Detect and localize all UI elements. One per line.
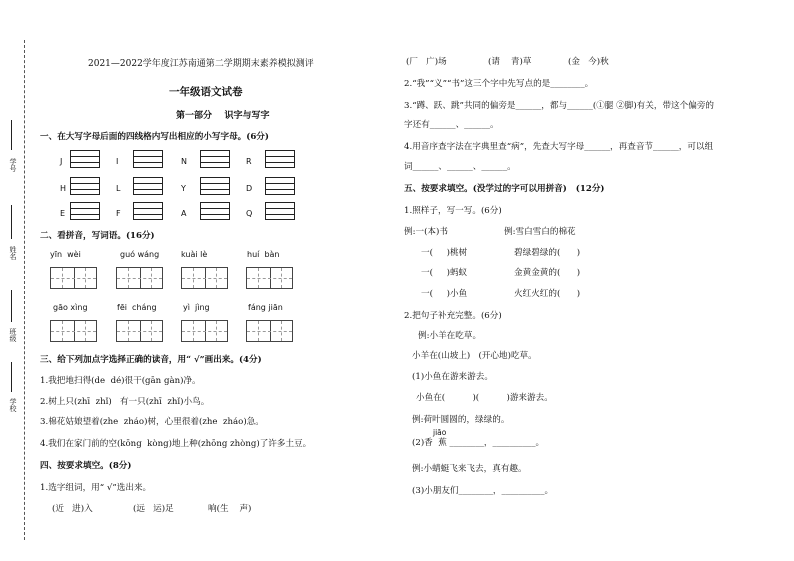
side-label-student-id: 学号 bbox=[9, 158, 17, 172]
example: 例:小蜻蜓飞来飞去，真有趣。 bbox=[412, 464, 527, 474]
sentence-fill[interactable]: (3)小朋友们________，__________。 bbox=[412, 486, 554, 496]
side-field-line bbox=[11, 362, 12, 392]
q3-line: 2.树上只(zhī zhǐ) 有一只(zhī zhǐ)小鸟。 bbox=[40, 397, 210, 407]
letter: Y bbox=[181, 184, 186, 193]
example: 例:小羊在吃草。 bbox=[418, 331, 482, 341]
side-field-line bbox=[11, 120, 12, 150]
writing-grid[interactable] bbox=[200, 150, 230, 168]
side-field-line bbox=[11, 290, 12, 322]
writing-grid[interactable] bbox=[70, 202, 100, 220]
letter: H bbox=[60, 184, 67, 193]
q3-title: 三、给下列加点字选择正确的读音，用“ √”画出来。(4分) bbox=[40, 355, 262, 365]
writing-grid[interactable] bbox=[133, 150, 163, 168]
writing-grid[interactable] bbox=[70, 177, 100, 195]
letter: E bbox=[60, 209, 66, 218]
character-grid[interactable] bbox=[50, 267, 97, 289]
writing-grid[interactable] bbox=[70, 150, 100, 168]
writing-grid[interactable] bbox=[265, 177, 295, 195]
pinyin: yì jìng bbox=[183, 303, 210, 312]
character-grid[interactable] bbox=[246, 320, 293, 342]
part-title: 第一部分 识字与写字 bbox=[176, 111, 270, 121]
q5-sub1: 1.照样子，写一写。(6分) bbox=[404, 206, 502, 216]
fill-row[interactable]: 碧绿碧绿的( ) bbox=[514, 248, 581, 258]
q2-title: 二、看拼音，写词语。(16分) bbox=[40, 231, 155, 241]
pinyin: fēi cháng bbox=[117, 303, 157, 312]
writing-grid[interactable] bbox=[133, 177, 163, 195]
character-grid[interactable] bbox=[116, 267, 163, 289]
character-grid[interactable] bbox=[181, 267, 228, 289]
q3-line: 3.棉花姑娘望着(zhe zháo)树，心里很着(zhe zháo)急。 bbox=[40, 417, 264, 427]
letter: Q bbox=[246, 209, 253, 218]
letter: R bbox=[246, 157, 252, 166]
letter: F bbox=[116, 209, 121, 218]
q4-item-4: 4.用音序查字法在字典里查“病”，先查大写字母______，再查音节______，可以组 bbox=[404, 142, 714, 152]
q4-item-2: 2.“我”“义”“书”这三个字中先写点的是________。 bbox=[404, 79, 594, 89]
writing-grid[interactable] bbox=[200, 177, 230, 195]
q4-item-3-cont: 字还有______、______。 bbox=[404, 120, 499, 130]
choice-item: (近 进)入 bbox=[52, 504, 93, 514]
character-grid[interactable] bbox=[246, 267, 293, 289]
example: 例:荷叶圆圆的，绿绿的。 bbox=[412, 415, 510, 425]
character-grid[interactable] bbox=[181, 320, 228, 342]
writing-grid[interactable] bbox=[200, 202, 230, 220]
pinyin: huí bàn bbox=[247, 250, 280, 259]
pinyin: yīn wèi bbox=[50, 250, 81, 259]
side-label-class: 班级 bbox=[9, 328, 17, 342]
fill-row[interactable]: 一( )蚂蚁 bbox=[421, 268, 468, 278]
pinyin: gāo xìng bbox=[53, 303, 88, 312]
writing-grid[interactable] bbox=[265, 202, 295, 220]
side-label-name: 姓名 bbox=[9, 246, 17, 260]
pinyin: kuài lè bbox=[181, 250, 208, 259]
sentence-fill[interactable]: 小鱼在( )( )游来游去。 bbox=[416, 393, 553, 403]
q4-title: 四、按要求填空。(8分) bbox=[40, 461, 132, 471]
q3-line: 4.我们在家门前的空(kōng kòng)地上种(zhōng zhòng)了许多土豆。 bbox=[40, 439, 312, 449]
sentence-prompt: (1)小鱼在游来游去。 bbox=[412, 372, 493, 382]
q5-title: 五、按要求填空。(没学过的字可以用拼音) (12分) bbox=[404, 184, 605, 194]
binding-line bbox=[24, 40, 25, 540]
sentence-fill[interactable]: (2)香 蕉 ________，__________。 bbox=[412, 438, 545, 448]
side-field-line bbox=[11, 205, 12, 239]
q4-sub1: 1.选字组词，用“ √”选出来。 bbox=[40, 483, 152, 493]
example: 例:一(本)书 bbox=[404, 227, 448, 237]
choice-item: (金 今)秋 bbox=[568, 57, 609, 67]
q5-sub2: 2.把句子补充完整。(6分) bbox=[404, 311, 502, 321]
q1-title: 一、在大写字母后面的四线格内写出相应的小写字母。(6分) bbox=[40, 132, 269, 142]
fill-row[interactable]: 火红火红的( ) bbox=[514, 289, 581, 299]
pinyin-jiao: jiāo bbox=[433, 428, 447, 437]
character-grid[interactable] bbox=[116, 320, 163, 342]
pinyin: guó wáng bbox=[120, 250, 160, 259]
side-label-school: 学校 bbox=[9, 398, 17, 412]
exam-title: 2021—2022学年度江苏南通第二学期期末素养模拟测评 bbox=[88, 59, 314, 69]
letter: I bbox=[116, 157, 119, 166]
choice-item: 响(生 声) bbox=[208, 504, 252, 514]
choice-item: (远 运)足 bbox=[133, 504, 174, 514]
pinyin: fáng jiān bbox=[248, 303, 283, 312]
q3-line: 1.我把地扫得(de dé)很干(gān gàn)净。 bbox=[40, 376, 201, 386]
letter: J bbox=[60, 157, 63, 166]
fill-row[interactable]: 一( )小鱼 bbox=[421, 289, 468, 299]
letter: D bbox=[246, 184, 253, 193]
example: 例:雪白雪白的棉花 bbox=[504, 227, 576, 237]
example: 小羊在(山坡上) (开心地)吃草。 bbox=[412, 351, 537, 361]
character-grid[interactable] bbox=[50, 320, 97, 342]
writing-grid[interactable] bbox=[265, 150, 295, 168]
choice-item: (请 青)草 bbox=[488, 57, 532, 67]
letter: A bbox=[181, 209, 187, 218]
choice-item: (厂 广)场 bbox=[406, 57, 447, 67]
fill-row[interactable]: 一( )桃树 bbox=[421, 248, 468, 258]
writing-grid[interactable] bbox=[133, 202, 163, 220]
letter: L bbox=[116, 184, 121, 193]
fill-row[interactable]: 金黄金黄的( ) bbox=[514, 268, 581, 278]
q4-item-4-cont: 词______、______、______。 bbox=[404, 162, 516, 172]
q4-item-3: 3.“蹲、跃、跳”共同的偏旁是______，都与______(①腿 ②脚)有关，带这个偏旁的 bbox=[404, 101, 715, 111]
letter: N bbox=[181, 157, 187, 166]
subject-title: 一年级语文试卷 bbox=[169, 86, 243, 98]
